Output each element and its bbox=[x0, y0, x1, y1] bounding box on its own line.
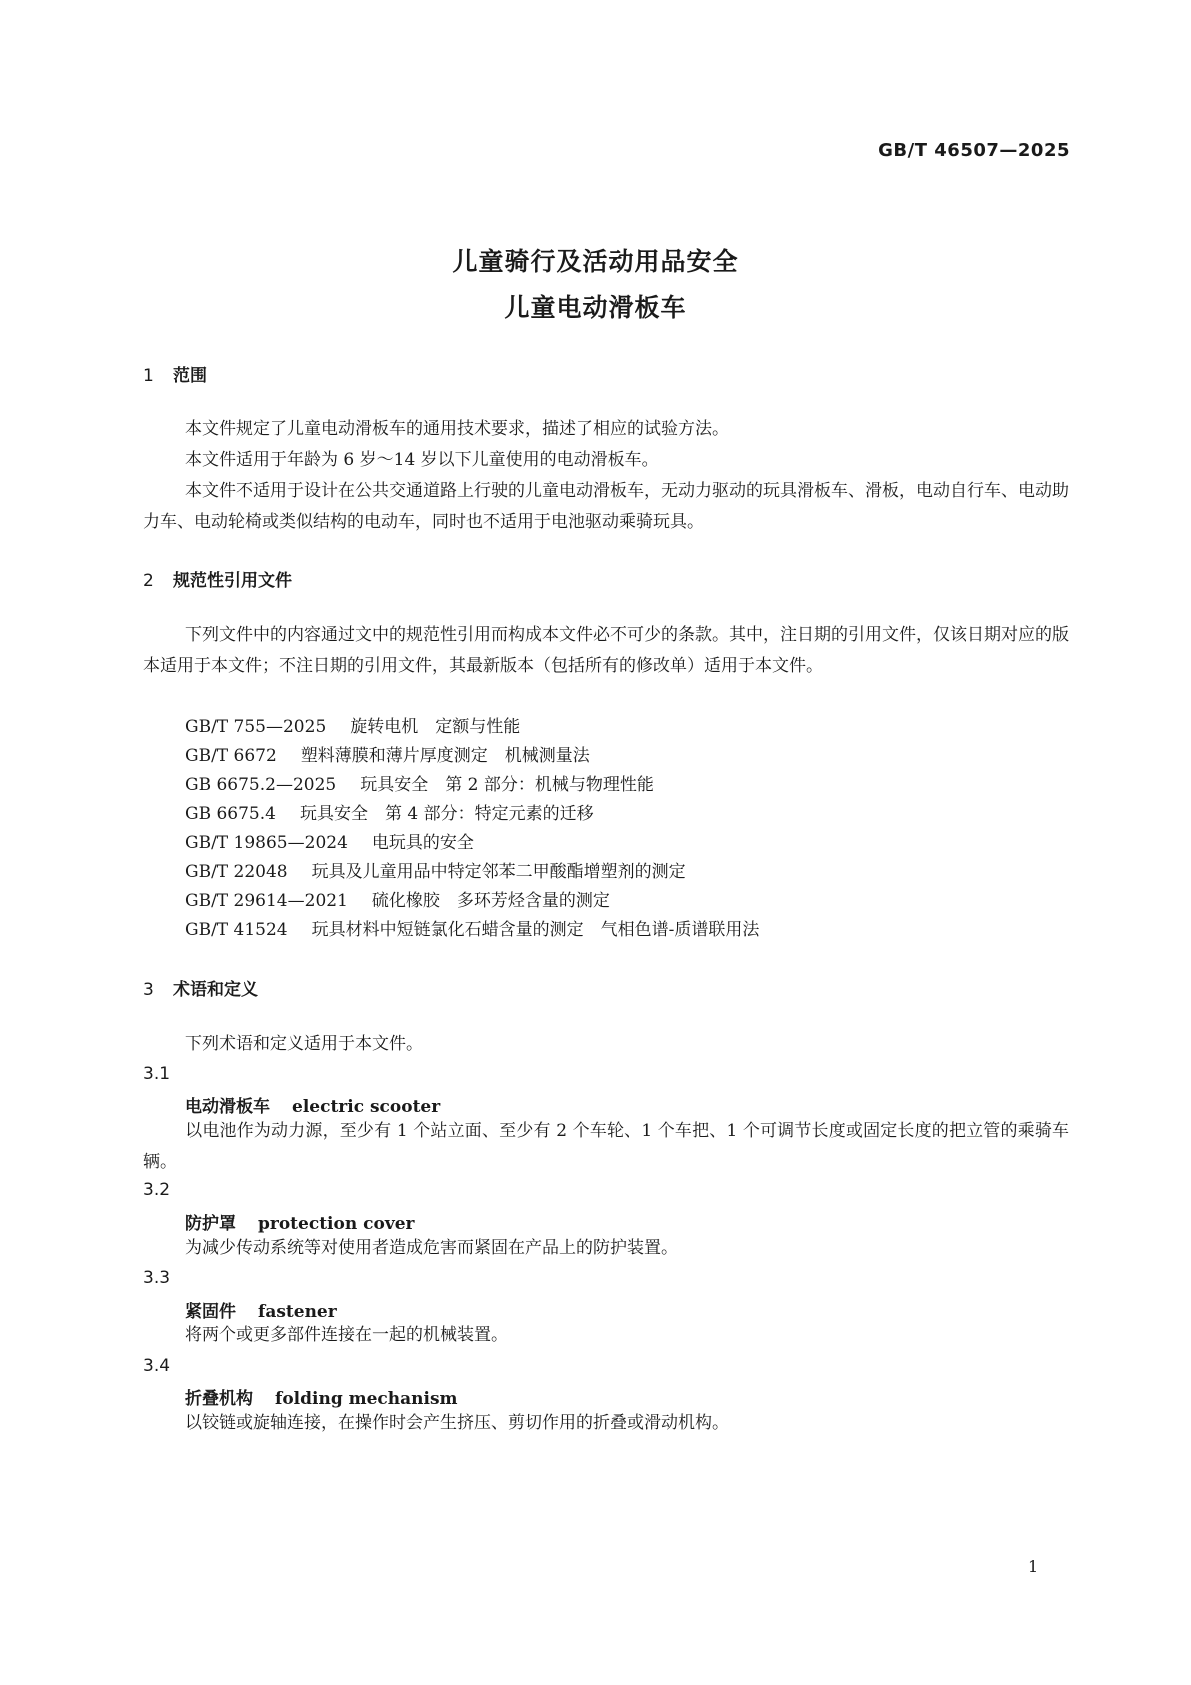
section-title: 范围 bbox=[173, 366, 207, 386]
document-title-line2: 儿童电动滑板车 bbox=[504, 293, 687, 322]
standard-code: GB/T 46507—2025 bbox=[878, 140, 1070, 161]
section-title: 规范性引用文件 bbox=[173, 571, 292, 591]
term-definition: 为减少传动系统等对使用者造成危害而紧固在产品上的防护装置。 bbox=[185, 1238, 678, 1258]
term-definition: 以铰链或旋轴连接，在操作时会产生挤压、剪切作用的折叠或滑动机构。 bbox=[185, 1413, 729, 1433]
section-heading-normative-references bbox=[143, 566, 292, 591]
section-heading-terms-definitions bbox=[143, 975, 258, 1000]
reference-item: GB/T 22048 玩具及儿童用品中特定邻苯二甲酸酯增塑剂的测定 bbox=[185, 862, 686, 882]
term-number: 3.4 bbox=[143, 1356, 171, 1376]
term-number: 3.2 bbox=[143, 1180, 171, 1200]
page-number: 1 bbox=[1028, 1557, 1039, 1576]
section-number: 3 bbox=[143, 980, 154, 1000]
section-heading-scope bbox=[143, 361, 207, 386]
terms-intro: 下列术语和定义适用于本文件。 bbox=[185, 1034, 423, 1054]
term-definition: 以电池作为动力源，至少有 1 个站立面、至少有 2 个车轮、1 个车把、1 个可调节长度或固定长度的把立管的乘骑车辆。 bbox=[143, 1121, 1069, 1172]
section-number: 2 bbox=[143, 571, 154, 591]
document-title-line1: 儿童骑行及活动用品安全 bbox=[452, 247, 739, 276]
section-title: 术语和定义 bbox=[173, 980, 258, 1000]
reference-item: GB 6675.4 玩具安全 第 4 部分：特定元素的迁移 bbox=[185, 804, 594, 824]
term-name: 折叠机构 folding mechanism bbox=[185, 1389, 458, 1409]
reference-item: GB 6675.2—2025 玩具安全 第 2 部分：机械与物理性能 bbox=[185, 775, 654, 795]
reference-item: GB/T 6672 塑料薄膜和薄片厚度测定 机械测量法 bbox=[185, 746, 590, 766]
reference-item: GB/T 19865—2024 电玩具的安全 bbox=[185, 833, 474, 853]
term-name: 电动滑板车 electric scooter bbox=[185, 1097, 441, 1117]
term-number: 3.3 bbox=[143, 1268, 171, 1288]
term-name: 防护罩 protection cover bbox=[185, 1214, 415, 1234]
term-definition: 将两个或更多部件连接在一起的机械装置。 bbox=[185, 1325, 508, 1345]
scope-paragraph-3: 本文件不适用于设计在公共交通道路上行驶的儿童电动滑板车，无动力驱动的玩具滑板车、滑板，电动自行车、电动助力车、电动轮椅或类似结构的电动车，同时也不适用于电池驱动乘骑玩具。 bbox=[143, 481, 1069, 532]
reference-item: GB/T 41524 玩具材料中短链氯化石蜡含量的测定 气相色谱-质谱联用法 bbox=[185, 920, 760, 940]
section-number: 1 bbox=[143, 366, 154, 386]
scope-paragraph-1: 本文件规定了儿童电动滑板车的通用技术要求，描述了相应的试验方法。 bbox=[185, 419, 729, 439]
scope-paragraph-2: 本文件适用于年龄为 6 岁～14 岁以下儿童使用的电动滑板车。 bbox=[185, 450, 659, 470]
term-name: 紧固件 fastener bbox=[185, 1302, 337, 1322]
references-intro: 下列文件中的内容通过文中的规范性引用而构成本文件必不可少的条款。其中，注日期的引用文件，仅该日期对应的版本适用于本文件；不注日期的引用文件，其最新版本（包括所有的修改单）适用于本文件。 bbox=[143, 625, 1069, 676]
reference-item: GB/T 29614—2021 硫化橡胶 多环芳烃含量的测定 bbox=[185, 891, 610, 911]
term-number: 3.1 bbox=[143, 1064, 171, 1084]
reference-item: GB/T 755—2025 旋转电机 定额与性能 bbox=[185, 717, 521, 737]
